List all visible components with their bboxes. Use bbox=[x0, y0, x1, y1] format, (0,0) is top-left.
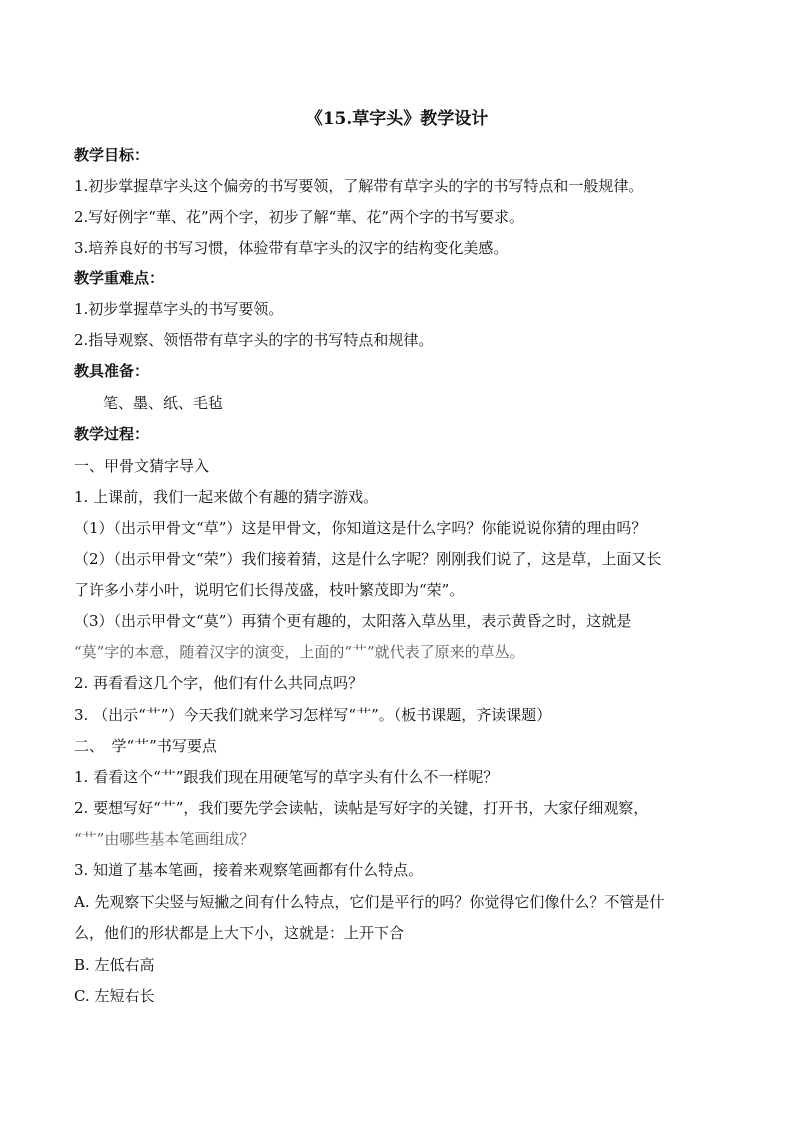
paragraph: （1）（出示甲骨文“草”）这是甲骨文，你知道这是什么字吗？你能说说你猜的理由吗？ bbox=[74, 519, 647, 537]
key-point-item: 2.指导观察、领悟带有草字头的字的书写特点和规律。 bbox=[74, 331, 434, 349]
paragraph: B. 左低右高 bbox=[74, 956, 155, 974]
paragraph: C. 左短右长 bbox=[74, 987, 155, 1005]
materials-text: 笔、墨、纸、毛毡 bbox=[103, 394, 224, 412]
paragraph: 3. 知道了基本笔画，接着来观察笔画都有什么特点。 bbox=[74, 861, 424, 879]
section-two-title: 二、 学“艹”书写要点 bbox=[74, 737, 217, 755]
paragraph: 了许多小芽小叶，说明它们长得茂盛，枝叶繁茂即为“荣”。 bbox=[74, 581, 465, 599]
paragraph: （2）（出示甲骨文“荣”）我们接着猜，这是什么字呢？刚刚我们说了，这是草，上面又长 bbox=[74, 550, 662, 568]
paragraph: 2. 要想写好“艹”，我们要先学会读帖，读帖是写好字的关键，打开书，大家仔细观察， bbox=[74, 799, 649, 817]
section-one-title: 一、甲骨文猜字导入 bbox=[74, 457, 210, 475]
objective-item: 2.写好例字“華、花”两个字，初步了解“華、花”两个字的书写要求。 bbox=[74, 208, 524, 226]
paragraph: “莫”字的本意，随着汉字的演变，上面的“艹”就代表了原来的草丛。 bbox=[74, 643, 525, 661]
paragraph: A. 先观察下尖竖与短撇之间有什么特点，它们是平行的吗？你觉得它们像什么？不管是什 bbox=[74, 893, 665, 911]
paragraph: 2. 再看看这几个字，他们有什么共同点吗？ bbox=[74, 674, 364, 692]
paragraph: 么，他们的形状都是上大下小，这就是：上开下合 bbox=[74, 924, 405, 942]
key-points-heading: 教学重难点： bbox=[74, 269, 165, 287]
materials-heading: 教具准备： bbox=[74, 362, 150, 380]
paragraph: 1. 看看这个“艹”跟我们现在用硬笔写的草字头有什么不一样呢？ bbox=[74, 768, 499, 786]
objective-item: 3.培养良好的书写习惯，体验带有草字头的汉字的结构变化美感。 bbox=[74, 239, 509, 257]
paragraph: “艹”由哪些基本笔画组成？ bbox=[74, 830, 255, 848]
key-point-item: 1.初步掌握草字头的书写要领。 bbox=[74, 300, 284, 318]
document-title: 《15.草字头》教学设计 bbox=[305, 109, 489, 129]
paragraph: （3）（出示甲骨文“莫”）再猜个更有趣的，太阳落入草丛里，表示黄昏之时，这就是 bbox=[74, 612, 632, 630]
paragraph: 1. 上课前，我们一起来做个有趣的猜字游戏。 bbox=[74, 488, 379, 506]
process-heading: 教学过程： bbox=[74, 425, 150, 443]
objective-item: 1.初步掌握草字头这个偏旁的书写要领，了解带有草字头的字的书写特点和一般规律。 bbox=[74, 177, 644, 195]
objectives-heading: 教学目标： bbox=[74, 146, 150, 164]
paragraph: 3. （出示“艹”）今天我们就来学习怎样写“艹”。（板书课题，齐读课题） bbox=[74, 706, 552, 724]
